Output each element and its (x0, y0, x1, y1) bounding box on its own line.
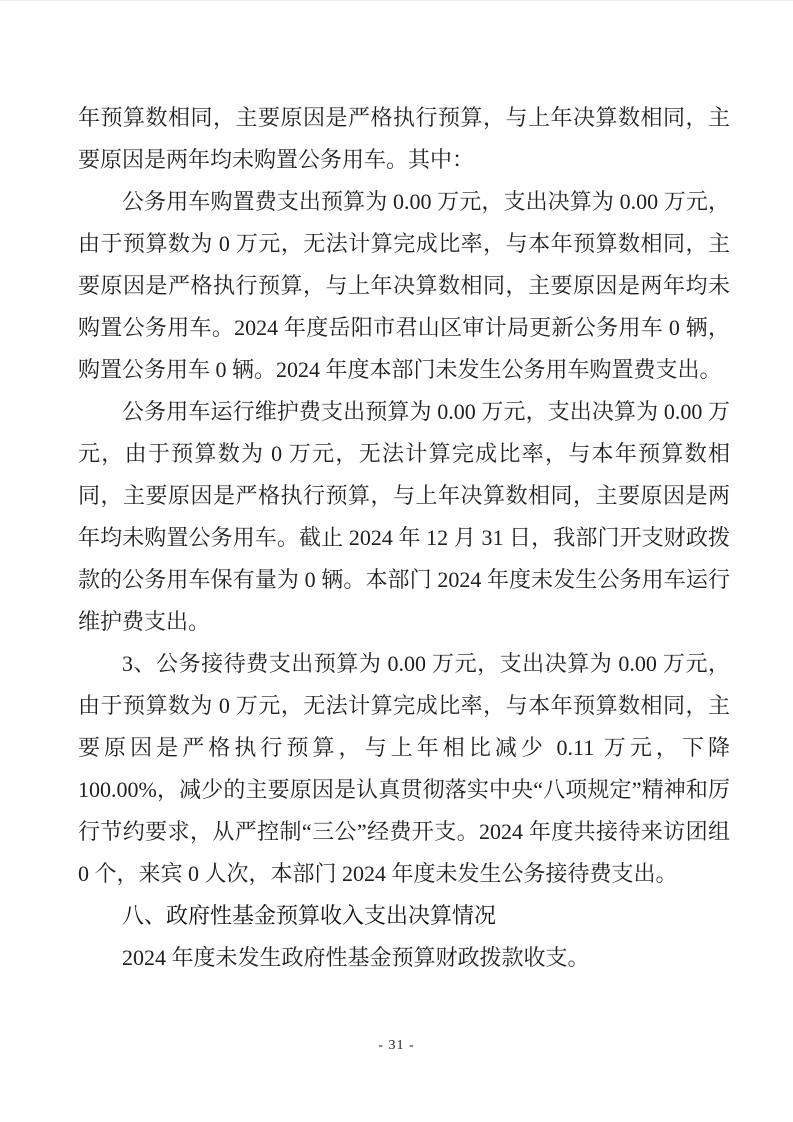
page-footer (0, 1036, 793, 1056)
paragraph-vehicle-maintenance: 公务用车运行维护费支出预算为 0.00 万元，支出决算为 0.00 万元，由于预算数为 0 万元，无法计算完成比率，与本年预算数相同，主要原因是严格执行预算，与上年决算数相同，主要原因是两年均未购置公务用车。截止 2024 年 12 月 31 日，我部门开支财政拨款的公务用车保有量为 0 辆。本部门 2024 年度未发生公务用车运行维护费支出。 (78, 399, 730, 634)
paragraph-official-reception: 3、公务接待费支出预算为 0.00 万元，支出决算为 0.00 万元，由于预算数为 0 万元，无法计算完成比率，与本年预算数相同，主要原因是严格执行预算，与上年相比减少 0.11 万元，下降 100.00%，减少的主要原因是认真贯彻落实中央“八项规定”精神和厉行节约要求，从严控制“三公”经费开支。2024 年度共接待来访团组 0 个，来宾 0 人次，本部门 2024 年度未发生公务接待费支出。 (78, 651, 730, 886)
paragraph-continuation: 年预算数相同，主要原因是严格执行预算，与上年决算数相同，主要原因是两年均未购置公务用车。其中： (78, 105, 730, 172)
page-number: - 31 - (378, 1038, 415, 1053)
document-body (78, 97, 730, 979)
paragraph-government-funds: 2024 年度未发生政府性基金预算财政拨款收支。 (122, 945, 590, 970)
paragraph-vehicle-purchase: 公务用车购置费支出预算为 0.00 万元，支出决算为 0.00 万元，由于预算数为 0 万元，无法计算完成比率，与本年预算数相同，主要原因是严格执行预算，与上年决算数相同，主要原因是两年均未购置公务用车。2024 年度岳阳市君山区审计局更新公务用车 0 辆，购置公务用车 0 辆。2024 年度本部门未发生公务用车购置费支出。 (78, 189, 730, 382)
section-heading-government-funds: 八、政府性基金预算收入支出决算情况 (122, 903, 497, 928)
page-top-edge (0, 0, 793, 1)
